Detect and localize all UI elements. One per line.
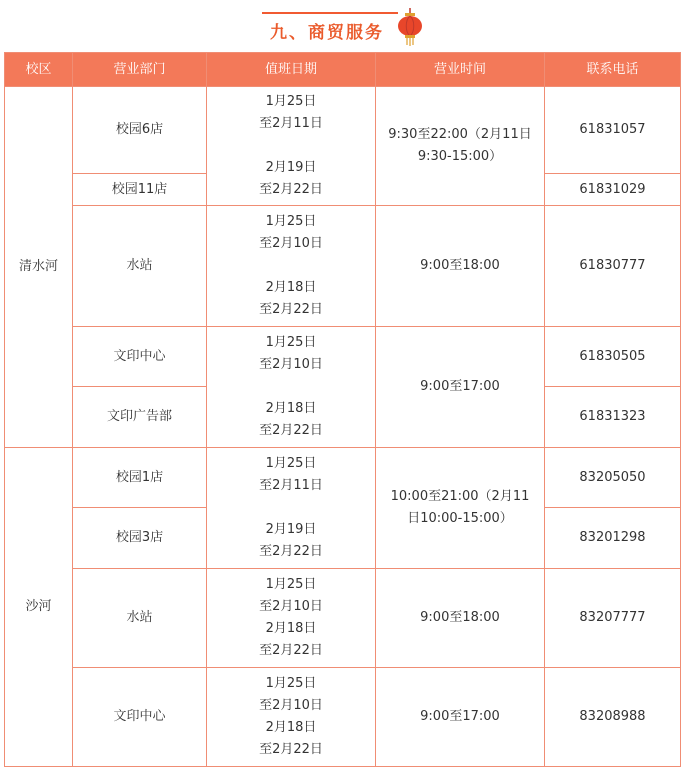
hours-cell: 9:00至18:00 [376,206,545,327]
dates-cell: 1月25日 至2月11日 2月19日 至2月22日 [207,87,376,206]
department-cell: 校园1店 [73,448,207,508]
department-cell: 校园11店 [73,174,207,206]
lantern-icon [396,8,424,46]
dates-cell: 1月25日 至2月10日 2月18日 至2月22日 [207,668,376,767]
phone-cell: 61831057 [545,87,681,174]
header-line [262,12,398,14]
table-row [5,327,681,387]
dates-cell: 1月25日 至2月10日 2月18日 至2月22日 [207,206,376,327]
department-cell: 文印中心 [73,327,207,387]
table-row [5,668,681,767]
phone-cell: 61831029 [545,174,681,206]
phone-cell: 61831323 [545,387,681,448]
department-cell: 文印中心 [73,668,207,767]
hours-cell: 9:00至18:00 [376,569,545,668]
phone-cell: 61830505 [545,327,681,387]
dates-cell: 1月25日 至2月10日 2月18日 至2月22日 [207,327,376,448]
hours-cell: 10:00至21:00（2月11 日10:00-15:00） [376,448,545,569]
header-department: 营业部门 [73,53,207,87]
table-row [5,569,681,668]
phone-cell: 83207777 [545,569,681,668]
header-row [5,53,681,87]
campus-cell: 沙河 [5,448,73,767]
campus-cell: 清水河 [5,87,73,448]
header-campus: 校区 [5,53,73,87]
header-duty-dates: 值班日期 [207,53,376,87]
services-table [4,52,681,767]
dates-cell: 1月25日 至2月10日 2月18日 至2月22日 [207,569,376,668]
phone-cell: 83201298 [545,508,681,569]
table-row [5,206,681,327]
phone-cell: 61830777 [545,206,681,327]
department-cell: 校园3店 [73,508,207,569]
department-cell: 校园6店 [73,87,207,174]
section-header [0,0,689,52]
phone-cell: 83205050 [545,448,681,508]
phone-cell: 83208988 [545,668,681,767]
hours-cell: 9:00至17:00 [376,327,545,448]
department-cell: 水站 [73,569,207,668]
table-row [5,87,681,174]
header-phone: 联系电话 [545,53,681,87]
table-row [5,448,681,508]
department-cell: 水站 [73,206,207,327]
hours-cell: 9:30至22:00（2月11日 9:30-15:00） [376,87,545,206]
header-hours: 营业时间 [376,53,545,87]
department-cell: 文印广告部 [73,387,207,448]
dates-cell: 1月25日 至2月11日 2月19日 至2月22日 [207,448,376,569]
hours-cell: 9:00至17:00 [376,668,545,767]
section-title: 九、商贸服务 [270,23,384,43]
